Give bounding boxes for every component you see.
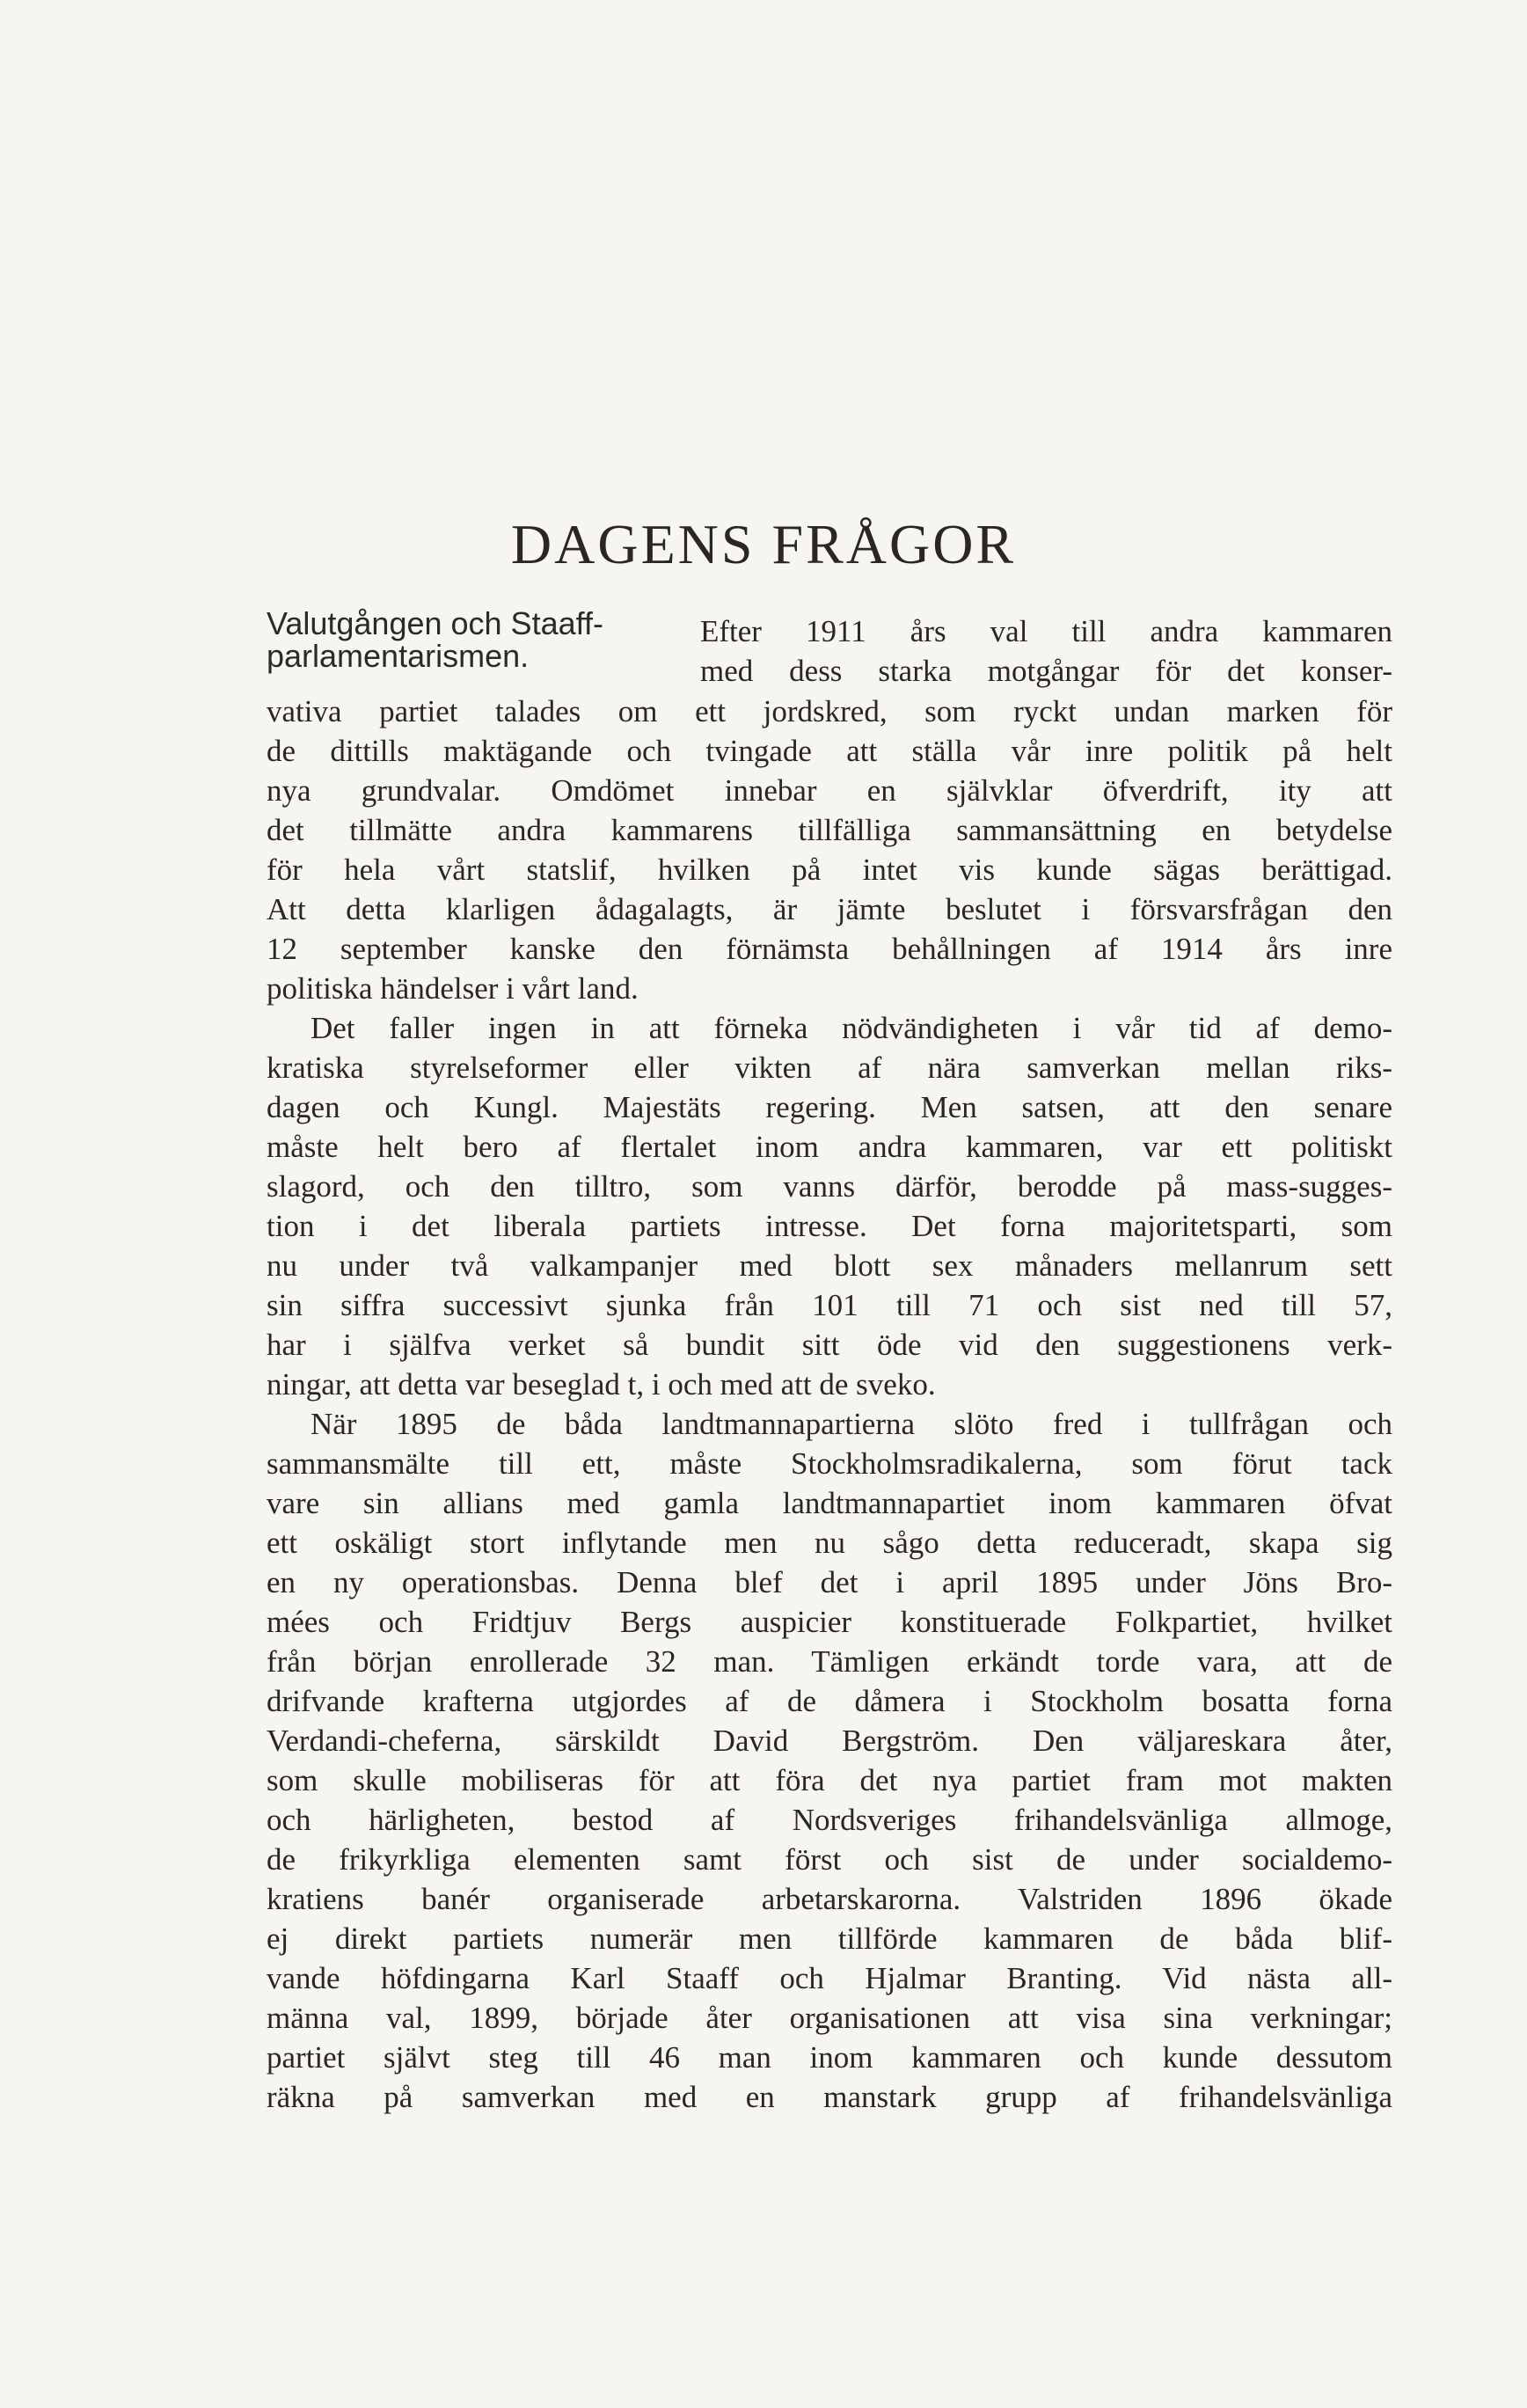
margin-note-line: Valutgången och Staaff- — [267, 605, 603, 641]
text-line: dagen och Kungl. Majestäts regering. Men satsen, att den senare — [267, 1090, 1392, 1124]
text-line: med dess starka motgångar för det konser- — [700, 654, 1392, 688]
text-line: nya grundvalar. Omdömet innebar en självklar öfverdrift, ity att — [267, 773, 1392, 808]
text-line: räkna på samverkan med en manstark grupp af frihandelsvänliga — [267, 2080, 1392, 2114]
text-line: partiet självt steg till 46 man inom kammaren och kunde dessutom — [267, 2040, 1392, 2075]
text-line: Efter 1911 års val till andra kammaren — [700, 614, 1392, 648]
text-line: vande höfdingarna Karl Staaff och Hjalmar Branting. Vid nästa all- — [267, 1961, 1392, 1995]
text-line: de dittills maktägande och tvingade att ställa vår inre politik på helt — [267, 734, 1392, 768]
text-line: har i själfva verket så bundit sitt öde vid den suggestionens verk- — [267, 1328, 1392, 1362]
text-line: det tillmätte andra kammarens tillfälliga sammansättning en betydelse — [267, 813, 1392, 847]
text-line: som skulle mobiliseras för att föra det nya partiet fram mot makten — [267, 1763, 1392, 1797]
text-line: vativa partiet talades om ett jordskred, som ryckt undan marken för — [267, 694, 1392, 728]
text-line: de frikyrkliga elementen samt först och sist de under socialdemo- — [267, 1842, 1392, 1877]
text-line: från början enrollerade 32 man. Tämligen erkändt torde vara, att de — [267, 1644, 1392, 1679]
text-line: politiska händelser i vårt land. — [267, 971, 639, 1006]
text-line: slagord, och den tilltro, som vanns därför, berodde på mass-sugges- — [267, 1169, 1392, 1204]
text-line: männa val, 1899, började åter organisationen att visa sina verkningar; — [267, 2001, 1392, 2035]
text-line: ej direkt partiets numerär men tillförde kammaren de båda blif- — [267, 1921, 1392, 1956]
text-line: Att detta klarligen ådagalagts, är jämte beslutet i försvarsfrågan den — [267, 892, 1392, 926]
text-line: mées och Fridtjuv Bergs auspicier konstituerade Folkpartiet, hvilket — [267, 1605, 1392, 1639]
text-line: Verdandi-cheferna, särskildt David Bergström. Den väljareskara åter, — [267, 1724, 1392, 1758]
margin-note-line: parlamentarismen. — [267, 638, 530, 674]
text-line: och härligheten, bestod af Nordsveriges frihandelsvänliga allmoge, — [267, 1803, 1392, 1837]
text-line: kratiska styrelseformer eller vikten af nära samverkan mellan riks- — [267, 1050, 1392, 1085]
text-line: sammansmälte till ett, måste Stockholmsradikalerna, som förut tack — [267, 1446, 1392, 1481]
text-line: för hela vårt statslif, hvilken på intet vis kunde sägas berättigad. — [267, 853, 1392, 887]
text-line: en ny operationsbas. Denna blef det i april 1895 under Jöns Bro- — [267, 1565, 1392, 1599]
text-line: vare sin allians med gamla landtmannapartiet inom kammaren öfvat — [267, 1486, 1392, 1520]
text-line: kratiens banér organiserade arbetarskarorna. Valstriden 1896 ökade — [267, 1882, 1392, 1916]
text-line: drifvande krafterna utgjordes af de dåmera i Stockholm bosatta forna — [267, 1684, 1392, 1718]
text-line: När 1895 de båda landtmannapartierna slöto fred i tullfrågan och — [311, 1407, 1392, 1441]
text-line: ningar, att detta var beseglad t, i och med att de sveko. — [267, 1367, 936, 1402]
text-line: tion i det liberala partiets intresse. Det forna majoritetsparti, som — [267, 1209, 1392, 1243]
text-line: måste helt bero af flertalet inom andra kammaren, var ett politiskt — [267, 1130, 1392, 1164]
text-line: nu under två valkampanjer med blott sex månaders mellanrum sett — [267, 1248, 1392, 1283]
margin-note — [267, 607, 706, 672]
page-title: DAGENS FRÅGOR — [510, 513, 1017, 575]
text-line: sin siffra successivt sjunka från 101 till 71 och sist ned till 57, — [267, 1288, 1392, 1322]
text-line: 12 september kanske den förnämsta behållningen af 1914 års inre — [267, 932, 1392, 966]
text-line: Det faller ingen in att förneka nödvändigheten i vår tid af demo- — [311, 1011, 1392, 1045]
text-line: ett oskäligt stort inflytande men nu sågo detta reduceradt, skapa sig — [267, 1526, 1392, 1560]
